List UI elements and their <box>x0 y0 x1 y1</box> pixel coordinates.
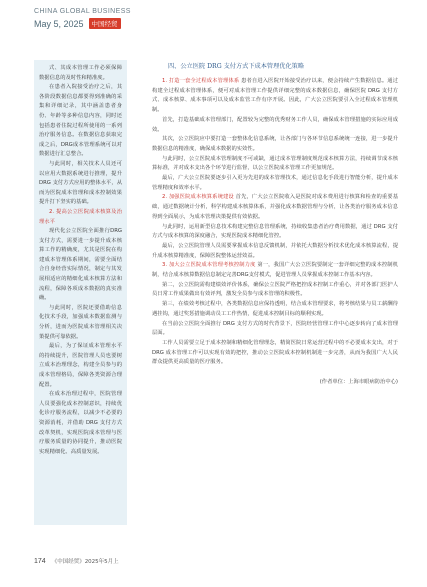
section-badge: 中国经贸 <box>89 18 121 29</box>
body-paragraph <box>152 193 398 222</box>
section-title: 四、公立医院 DRG 支付方式下成本管理优化策略 <box>168 63 305 70</box>
page-footer <box>34 557 119 565</box>
body-paragraph: 首先，打造基础成本管理部门，配置较为完整的优秀财务工作人员，确保成本管理措施的实际应用成效。 <box>152 116 398 133</box>
issue-date-row <box>34 18 121 29</box>
left-paragraph: 式、其成本管理工作必须保障数据信息的及时性和精准度。 <box>39 65 122 81</box>
paragraph-text: 第一，我国广大公立医院要制定一套详细完整的成本控制机制，结合成本核算数据信息制定完善DRG支付模式，促进管理人员掌握成本控制工作基本内容。 <box>152 262 398 279</box>
paragraph-text: 首先，广大公立医院收入是医院对成本费用进行核算和检查的重要基础，通过数据统计分析，科学构建成本核算体系，并强化成本数据管理与分析，让各类治疗服务成本信息得到全面展示，为成本管理决策提供有效依据。 <box>152 194 398 220</box>
body-paragraph: 与此同时，公立医院成本管理制度不可或缺，通过成本管理制度规范成本核算方法，持续调节成本核算标准，并对成本支出各个环节进行监督，以公立医院成本管理工作更加规范。 <box>152 155 398 172</box>
left-paragraph: 与此同时，医院还要借助信息化技术手段，加强成本数据监测与分析，进而为医院成本管理相关决策提供可靠依据。 <box>39 304 122 340</box>
left-paragraph: 在成本治理过程中，医院管理人员要强化成本控制意识，持续优化诊疗服务流程，以减少不必要的资源消耗，并借助 DRG 支付方式改革契机，实现医院成本管理与医疗服务质量的协同提升，推动医院实现精细化、高质量发展。 <box>39 391 122 455</box>
body-paragraph: 第二，公立医院需构建绩效评价体系，确保公立医院严格把控成本控制工作重心，并对各部门医护人员日常工作成果做出有效评判，激发全员参与成本管理的积极性。 <box>152 281 398 298</box>
paragraph-text: 患者自进入医院开始接受治疗以来，便会持续产生数据信息。通过构建全过程成本管理体系，便可对成本管理工作提供详细完整的成本数据信息，确保医院 DRG 支付方式、成本核算、成本事项可以及成本监管工作有序开展。因此，广大公立医院要引入全过程成本管理机制。 <box>152 78 398 114</box>
body-paragraph <box>152 261 398 280</box>
left-paragraph: 现代化公立医院全面推行DRG 支付方式，需要进一步提升成本核算工作的精确度，尤其是医院在构建成本管理体系期间，需要全面结合自身经营实际情况，制定与其发展相适应的精细化成本核算方法和流程，保障各项成本数据的真实准确。 <box>39 228 122 302</box>
page-header <box>0 0 427 44</box>
page-number: 174 <box>34 557 46 565</box>
left-subheading: 2. 提高公立医院成本核算及治理水平 <box>39 208 122 225</box>
body-paragraph: 第三，在绩效考核过程中，各类数据信息应保持透明，结合成本管理要求，将考核结果与员工薪酬待遇挂钩，通过奖惩措施调动员工工作热情，促进成本控制目标的顺利实现。 <box>152 301 398 317</box>
footer-label: 《中国经贸》2025年5月上 <box>51 559 119 565</box>
left-column <box>34 60 127 525</box>
subheading: 2. 加强医院成本核算系统建设 <box>162 194 234 201</box>
left-paragraph: 在患者入院接受治疗之后，其各阶段数据信息都要得到准确的采集和详细记录，其中涵盖患者身份、年龄等多种信息内容，同时还包括患者住院过程所使用的一系列治疗服务信息。在数据信息获取完成之后，DRG成本管理系统可以对数据进行汇总整合。 <box>39 84 122 158</box>
body-paragraph: 在当前公立医院全面推行 DRG 支付方式的时代背景下，医院经营管理工作中心逐步转向了成本管理层面。 <box>152 320 398 337</box>
body-paragraph: 最后，公立医院管理人员需要掌握成本信息反馈机制，并依托大数据分析技术优化成本核算流程，提升成本核算精准度，保障医院整体运营效益。 <box>152 242 398 259</box>
subheading: 3. 加大公立医院成本管理考核控制力度 <box>162 262 256 269</box>
author-affiliation: (作者单位：上海市眼病防治中心) <box>319 379 398 386</box>
magazine-name: CHINA GLOBAL BUSINESS <box>34 8 131 15</box>
body-paragraph: 最后，广大公立医院要逐步引入更为先进的成本管理技术，通过信息化手段进行智能分析，提升成本管理精度和效率水平。 <box>152 175 398 191</box>
subheading: 1. 打造一套全过程成本管理体系 <box>162 78 240 84</box>
body-paragraph <box>152 77 398 116</box>
body-paragraph: 工作人员需要立足于成本控制和精细化管理理念，精简医院日常运营过程中的不必要成本支出，对于 DRG 成本管理工作可以实现有效的把控，推动公立医院成本控制机制进一步完善，从而为我国广大人民群众提供更高质量的医疗服务。 <box>152 339 398 366</box>
left-paragraph: 与此同时，相关技术人员还可以应用大数据系统进行推理，提升 DRG 支付方式应用的整体水平，从而为医院成本管理和成本控制效果提升打下坚实的基础。 <box>39 160 122 206</box>
issue-date: May 5, 2025 <box>34 18 84 29</box>
body-paragraph: 与此同时，运用新型信息技术构建完整信息管理系统，持续收集患者治疗费用数据，通过 DRG 支付方式与成本核算的深度融合，实现医院成本精细化管控。 <box>152 223 398 240</box>
body-paragraph: 其次，公立医院应中要打造一套整体化信息系统，让各部门与各环节信息系统统一连接，进一步提升数据信息的精准度，确保成本数据的实效性。 <box>152 136 398 152</box>
left-paragraph: 最后，为了保证成本管理水平的持续提升，医院管理人员也要树立成本治理理念，构建全员参与的成本管理格局，保障各类资源合理配置。 <box>39 343 122 388</box>
right-column <box>152 62 398 587</box>
